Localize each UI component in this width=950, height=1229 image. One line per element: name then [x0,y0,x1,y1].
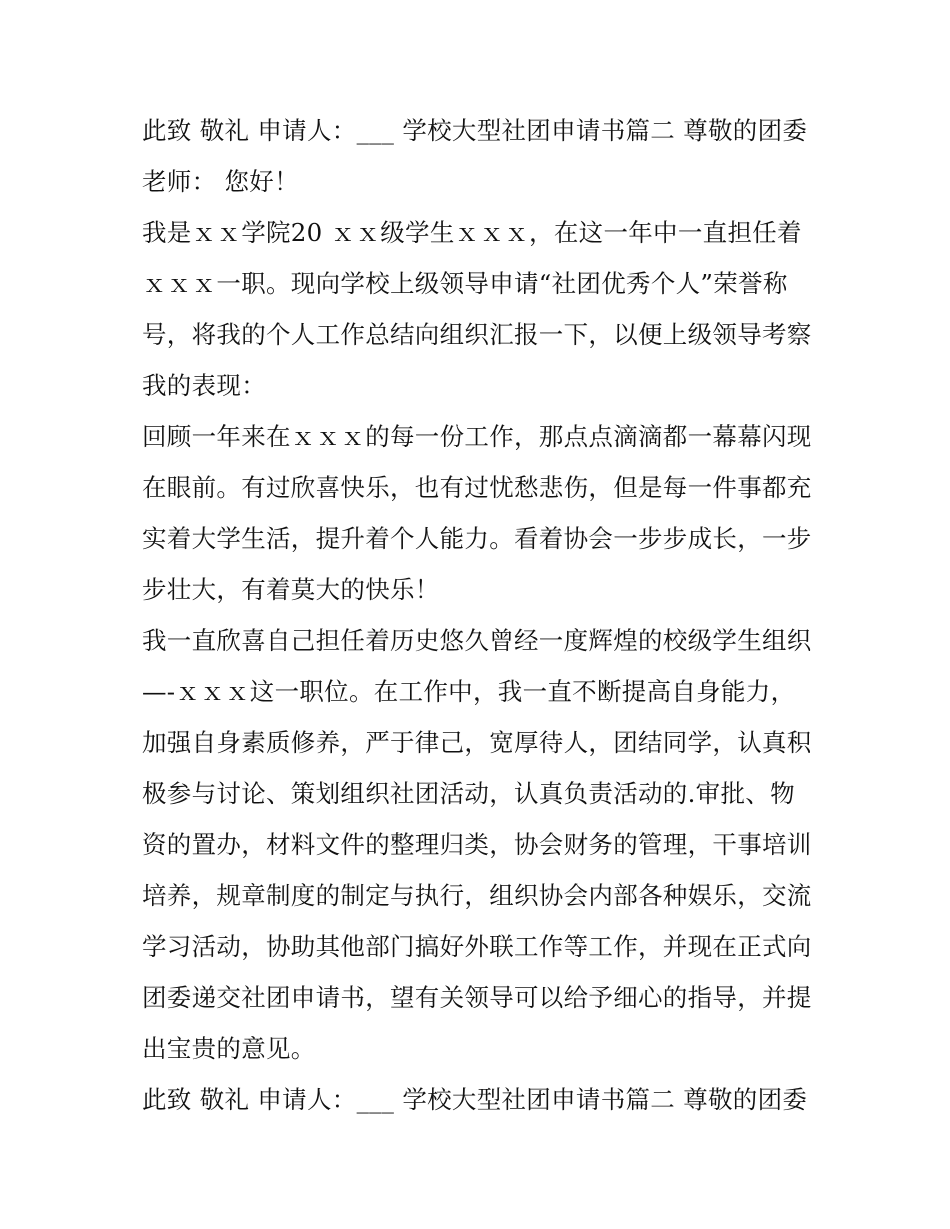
text-line: 我是ｘｘ学院20 ｘｘ级学生ｘｘｘ，在这一年中一直担任着 [142,218,802,247]
text-line: 培养，规章制度的制定与执行，组织协会内部各种娱乐，交流 [142,881,812,910]
text-line: 在眼前。有过欣喜快乐，也有过忧愁悲伤，但是每一件事都充 [142,473,812,502]
text-line: 加强自身素质修养，严于律己，宽厚待人，团结同学，认真积 [142,728,812,757]
text-line: 步壮大，有着莫大的快乐！ [142,575,440,604]
text-line: 老师： 您好！ [142,167,299,196]
text-line: 此致 敬礼 申请人：___ 学校大型社团申请书篇二 尊敬的团委 [142,1085,808,1114]
text-line: 出宝贵的意见。 [142,1034,316,1063]
text-line: 团委递交社团申请书，望有关领导可以给予细心的指导，并提 [142,983,812,1012]
text-line: ｘｘｘ一职。现向学校上级领导申请“社团优秀个人”荣誉称 [142,269,788,298]
text-line: 资的置办，材料文件的整理归类，协会财务的管理，干事培训 [142,830,812,859]
text-line: 回顾一年来在ｘｘｘ的每一份工作，那点点滴滴都一幕幕闪现 [142,422,812,451]
text-line: 学习活动，协助其他部门搞好外联工作等工作，并现在正式向 [142,932,812,961]
text-line: 我的表现： [142,371,266,400]
document-body [142,105,822,1125]
text-line: —-ｘｘｘ这一职位。在工作中，我一直不断提高自身能力， [142,677,796,706]
text-line: 我一直欣喜自己担任着历史悠久曾经一度辉煌的校级学生组织 [142,626,812,655]
text-line: 极参与讨论、策划组织社团活动，认真负责活动的.审批、物 [142,779,795,808]
text-line: 此致 敬礼 申请人：___ 学校大型社团申请书篇二 尊敬的团委 [142,116,808,145]
text-line: 号，将我的个人工作总结向组织汇报一下，以便上级领导考察 [142,320,812,349]
text-line: 实着大学生活，提升着个人能力。看着协会一步步成长，一步 [142,524,812,553]
